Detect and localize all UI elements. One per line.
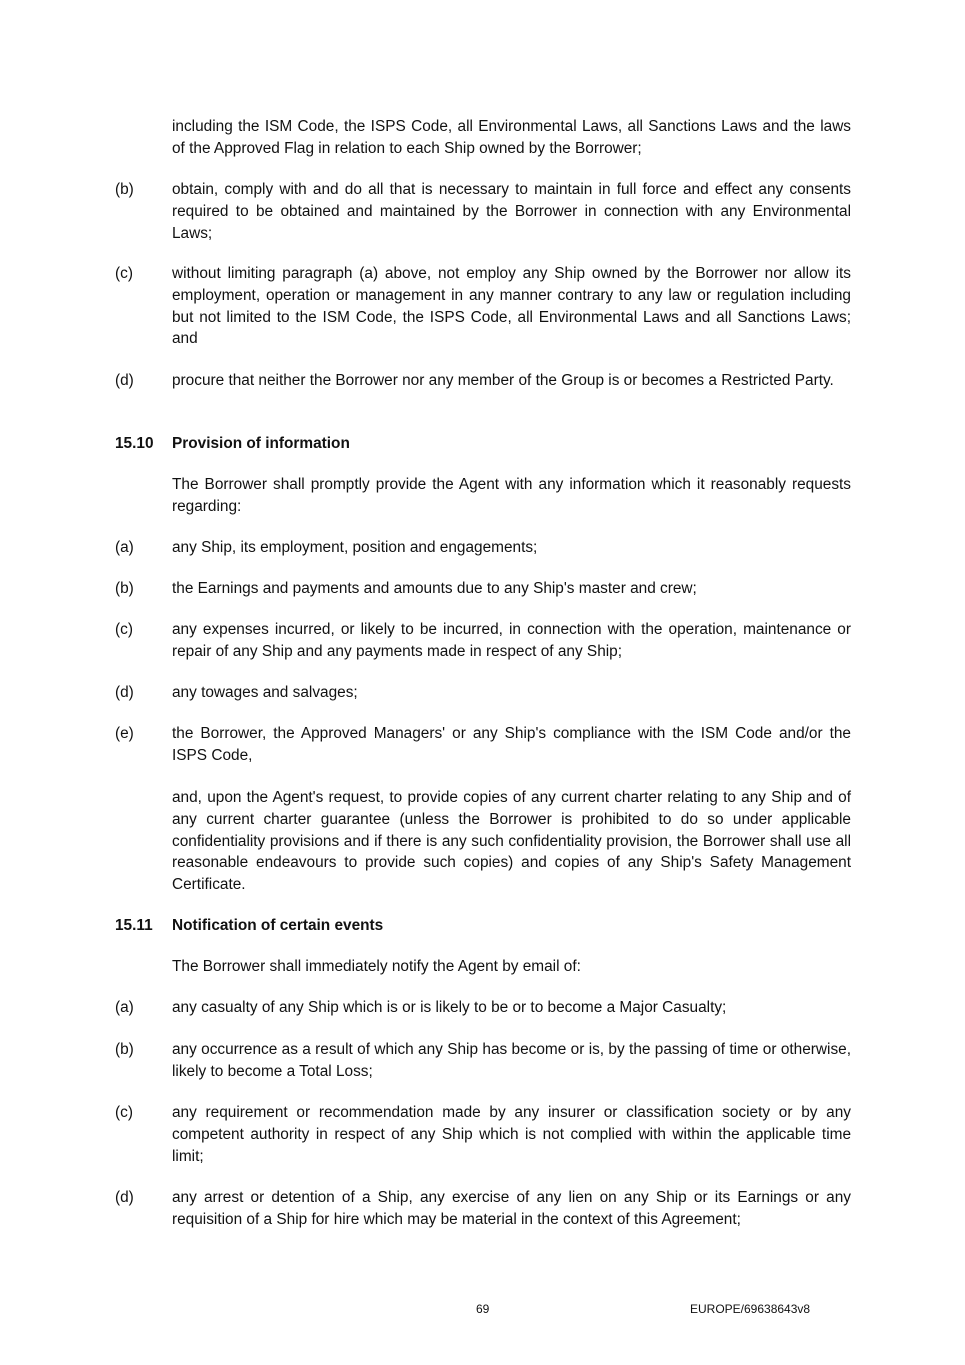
item-label: (d) <box>115 372 134 389</box>
item-text: without limiting paragraph (a) above, not employ any Ship owned by the Borrower nor allow its employment, operation or management in any manner contrary to any law or regulation including but not limited to the ISM Code, the ISPS Code, all Environmental Laws and all Sanctions Laws; and <box>172 265 851 348</box>
closing-text: and, upon the Agent's request, to provide copies of any current charter relating to any Ship and of any current charter guarantee (unless the Borrower is prohibited to do so under applicable confidentiality provisions and if there is any such confidentiality provision, the Borrower shall use all reasonable endeavours to provide such copies) and copies of any Ship's Safety Management Certificate. <box>172 789 851 894</box>
item-text: any Ship, its employment, position and engagements; <box>172 539 538 556</box>
paragraph-text: including the ISM Code, the ISPS Code, all Environmental Laws, all Sanctions Laws and the laws of the Approved Flag in relation to each Ship owned by the Borrower; <box>172 118 851 157</box>
item-text: any occurrence as a result of which any Ship has become or is, by the passing of time or otherwise, likely to become a Total Loss; <box>172 1041 851 1080</box>
section-title: Notification of certain events <box>172 917 384 934</box>
item-text: any casualty of any Ship which is or is likely to be or to become a Major Casualty; <box>172 999 727 1016</box>
item-label: (c) <box>115 1104 133 1121</box>
intro-text: The Borrower shall immediately notify the Agent by email of: <box>172 958 581 975</box>
item-label: (b) <box>115 580 134 597</box>
item-text: the Borrower, the Approved Managers' or any Ship's compliance with the ISM Code and/or the ISPS Code, <box>172 725 851 764</box>
item-label: (e) <box>115 725 134 742</box>
item-label: (a) <box>115 999 134 1016</box>
item-text: any requirement or recommendation made by any insurer or classification society or by any competent authority in respect of any Ship which is not complied with within the applicable time limit; <box>172 1104 851 1165</box>
item-label: (b) <box>115 1041 134 1058</box>
section-number: 15.10 <box>115 435 154 452</box>
intro-text: The Borrower shall promptly provide the Agent with any information which it reasonably requests regarding: <box>172 476 851 515</box>
item-label: (b) <box>115 181 134 198</box>
item-label: (a) <box>115 539 134 556</box>
item-label: (d) <box>115 1189 134 1206</box>
section-title: Provision of information <box>172 435 350 452</box>
item-text: obtain, comply with and do all that is necessary to maintain in full force and effect any consents required to be obtained and maintained by the Borrower in connection with any Environmental Laws; <box>172 181 851 242</box>
item-text: any arrest or detention of a Ship, any exercise of any lien on any Ship or its Earnings or any requisition of a Ship for hire which may be material in the context of this Agreement; <box>172 1189 851 1228</box>
page-number: 69 <box>476 1302 490 1316</box>
item-label: (d) <box>115 684 134 701</box>
document-reference: EUROPE/69638643v8 <box>690 1302 811 1316</box>
item-text: any expenses incurred, or likely to be incurred, in connection with the operation, maintenance or repair of any Ship and any payments made in respect of any Ship; <box>172 621 851 660</box>
item-text: any towages and salvages; <box>172 684 358 701</box>
item-text: the Earnings and payments and amounts due to any Ship's master and crew; <box>172 580 697 597</box>
item-label: (c) <box>115 621 133 638</box>
section-number: 15.11 <box>115 917 153 934</box>
item-label: (c) <box>115 265 133 282</box>
item-text: procure that neither the Borrower nor any member of the Group is or becomes a Restricted Party. <box>172 372 834 389</box>
